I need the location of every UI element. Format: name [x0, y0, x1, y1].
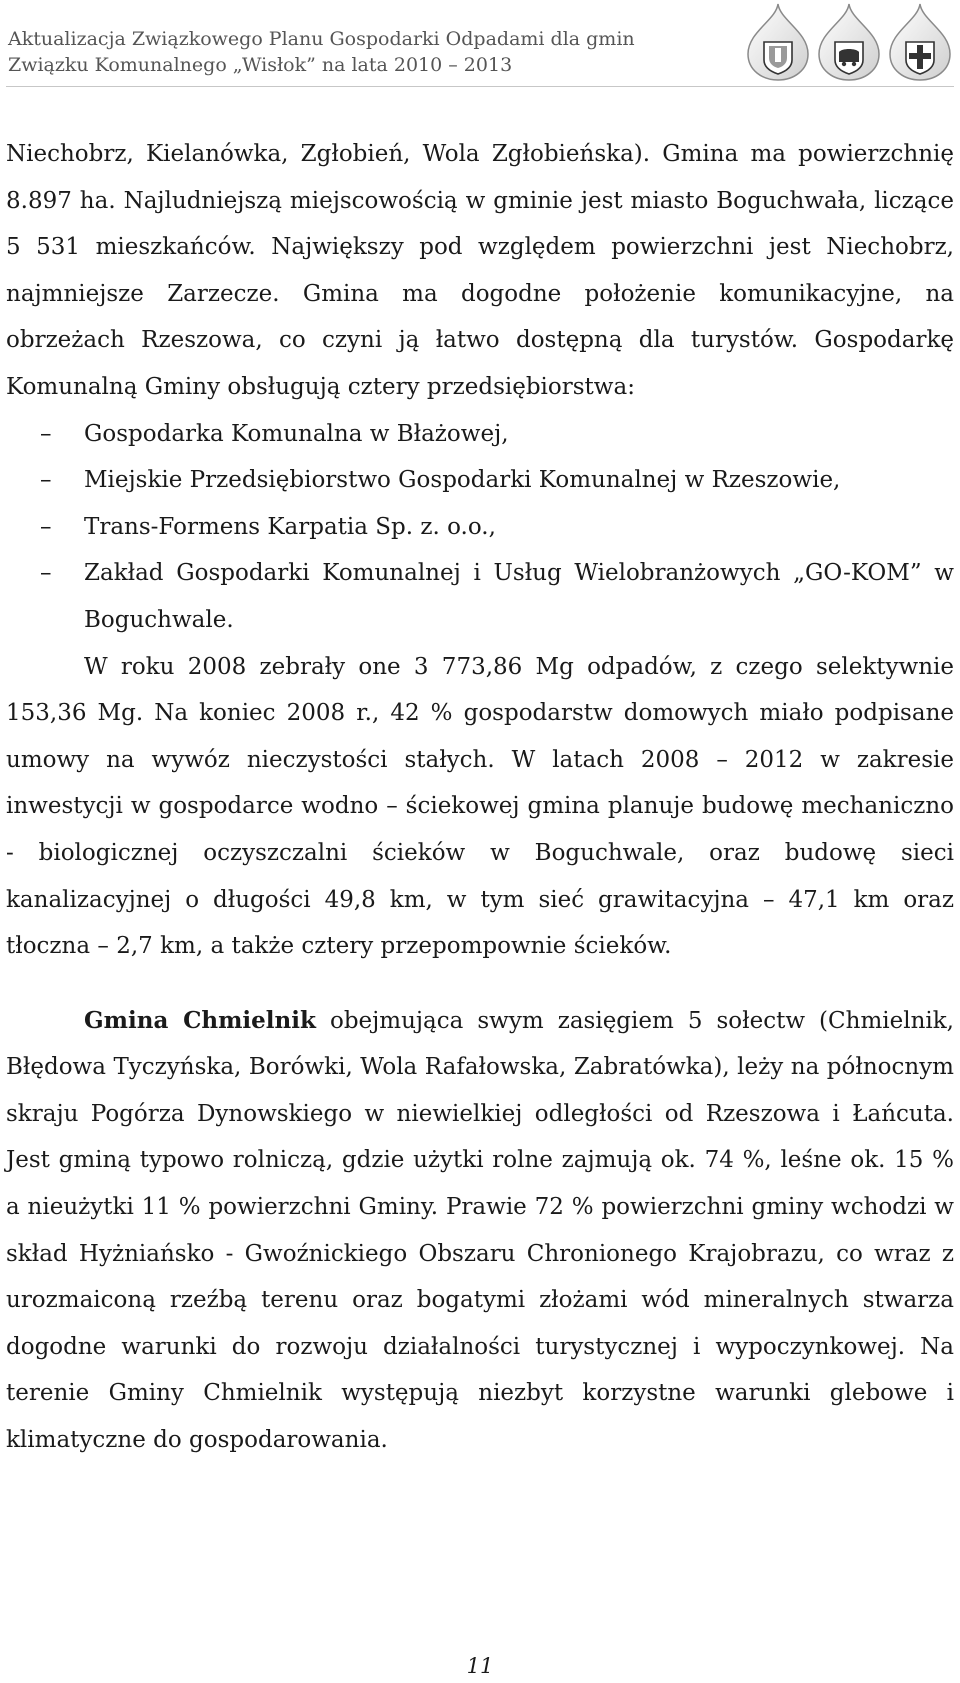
list-dash: – — [40, 513, 52, 540]
list-item-text: Trans-Formens Karpatia Sp. z. o.o., — [84, 513, 496, 540]
coat-of-arms-logos-icon — [742, 2, 956, 82]
list-item — [6, 504, 954, 551]
list-item — [6, 550, 954, 643]
paragraph-chmielnik — [6, 998, 954, 1464]
paragraph-chmielnik-text: obejmująca swym zasięgiem 5 sołectw (Chmielnik, Błędowa Tyczyńska, Borówki, Wola Rafałowska, Zabratówka), leży na północnym skraju Pogórza Dynowskiego w niewielkiej odległości od Rzeszowa i Łańcuta. Jest gminą typowo rolniczą, gdzie użytki rolne zajmują ok. 74 %, leśne ok. 15 % a nieużytki 11 % powierzchni Gminy. Prawie 72 % powierzchni gminy wchodzi w skład Hyżniańsko - Gwoźnickiego Obszaru Chronionego Krajobrazu, co wraz z urozmaiconą rzeźbą terenu oraz bogatymi złożami wód mineralnych stwarza dogodne warunki do rozwoju działalności turystycznej i wypoczynkowej. Na terenie Gminy Chmielnik występują niezbyt korzystne warunki glebowe i klimatyczne do gospodarowania. — [6, 1007, 954, 1454]
paragraph-waste-statistics: W roku 2008 zebrały one 3 773,86 Mg odpadów, z czego selektywnie 153,36 Mg. Na koniec 2008 r., 42 % gospodarstw domowych miało podpisane umowy na wywóz nieczystości stałych. W latach 2008 – 2012 w zakresie inwestycji w gospodarce wodno – ściekowej gmina planuje budowę mechaniczno - biologicznej oczyszczalni ścieków w Boguchwale, oraz budowę sieci kanalizacyjnej o długości 49,8 km, w tym sieć grawitacyjna – 47,1 km oraz tłoczna – 2,7 km, a także cztery przepompownie ścieków. — [6, 653, 954, 960]
list-item-text: Zakład Gospodarki Komunalnej i Usług Wielobranżowych „GO-KOM” w Boguchwale. — [84, 560, 954, 633]
list-dash: – — [40, 420, 52, 447]
header-title-line-2: Związku Komunalnego „Wisłok” na lata 2010 – 2013 — [8, 54, 513, 76]
header-title-line-1: Aktualizacja Związkowego Planu Gospodarki Odpadami dla gmin — [8, 28, 635, 50]
drop-logo-2-icon — [819, 4, 879, 80]
list-item-text: Gospodarka Komunalna w Błażowej, — [84, 420, 509, 447]
list-item — [6, 457, 954, 504]
paragraph-spacer — [6, 970, 954, 998]
document-body — [6, 131, 954, 1464]
running-header — [8, 26, 635, 78]
paragraph-boguchwala: Niechobrz, Kielanówka, Zgłobień, Wola Zgłobieńska). Gmina ma powierzchnię 8.897 ha. Najludniejszą miejscowością w gminie jest miasto Boguchwała, liczące 5 531 mieszkańców. Największy pod względem powierzchni jest Niechobrz, najmniejsze Zarzecze. Gmina ma dogodne położenie komunikacyjne, na obrzeżach Rzeszowa, co czyni ją łatwo dostępną dla turystów. Gospodarkę Komunalną Gminy obsługują cztery przedsiębiorstwa: — [6, 141, 954, 400]
municipal-logos — [742, 2, 956, 82]
drop-logo-3-icon — [890, 4, 950, 80]
drop-logo-1-icon — [748, 4, 808, 80]
list-dash: – — [40, 560, 52, 587]
list-item-text: Miejskie Przedsiębiorstwo Gospodarki Komunalnej w Rzeszowie, — [84, 467, 841, 494]
paragraph-bold-lead: Gmina Chmielnik — [84, 1006, 316, 1034]
list-dash: – — [40, 467, 52, 494]
page-number: 11 — [466, 1654, 494, 1678]
header-divider — [6, 86, 954, 87]
list-item — [6, 411, 954, 458]
